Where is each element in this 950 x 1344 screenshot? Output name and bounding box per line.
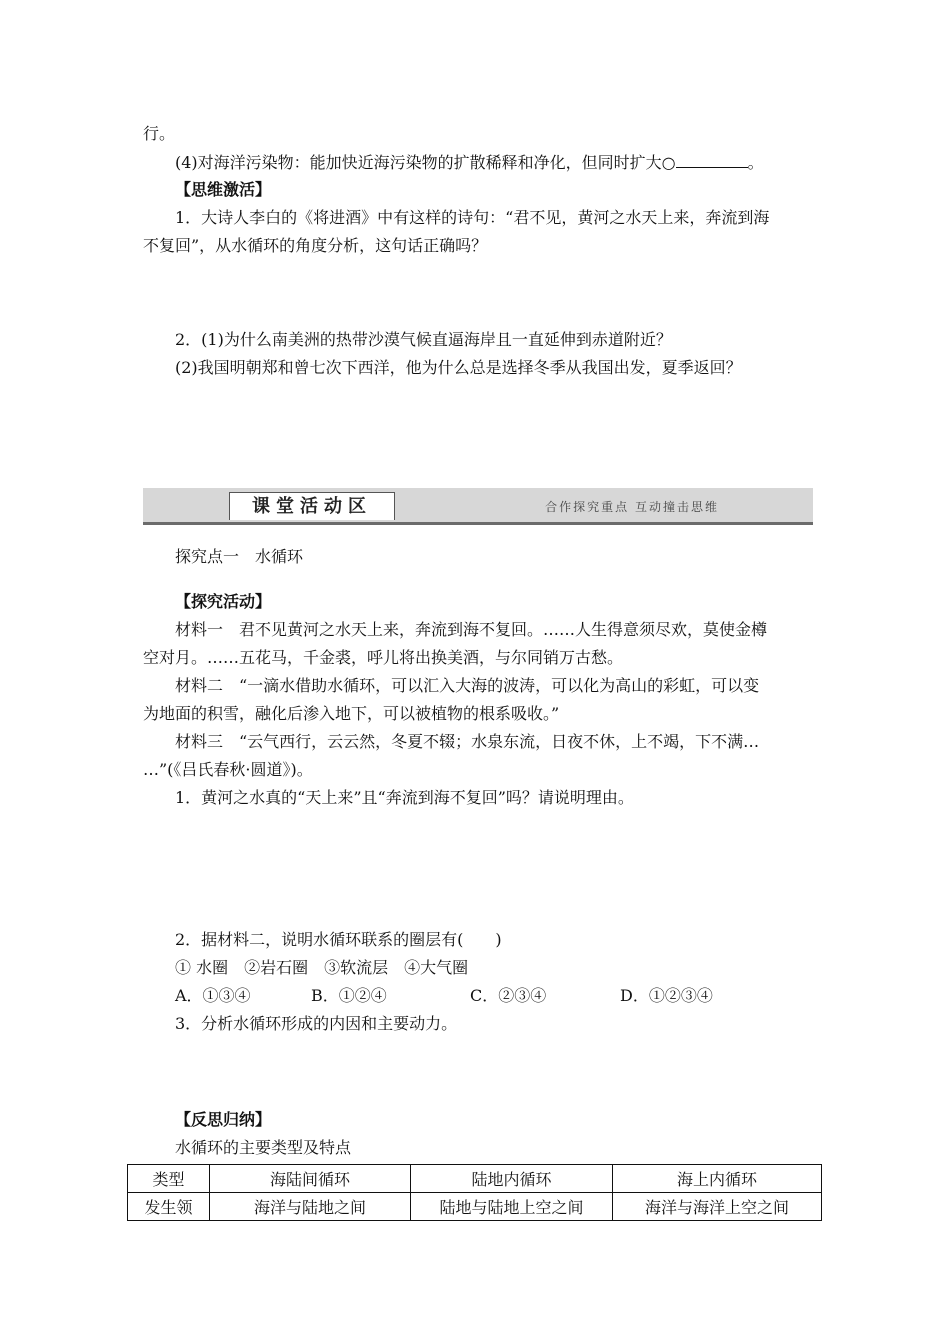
table-cell: 海洋与陆地之间 (210, 1193, 411, 1221)
text-line: …”(《吕氏春秋·圆道》)。 (143, 760, 313, 779)
table-cell: 陆地内循环 (411, 1165, 613, 1193)
water-cycle-table (127, 1164, 822, 1221)
text-segment: (4)对海洋污染物：能加快近海污染物的扩散稀释和净化，但同时扩大○ (175, 153, 676, 172)
text-line: (2)我国明朝郑和曾七次下西洋，他为什么总是选择冬季从我国出发，夏季返回？ (175, 358, 742, 377)
table-cell: 海上内循环 (613, 1165, 822, 1193)
choice-b[interactable]: B．①②④ (311, 986, 387, 1005)
text-line: 空对月。……五花马，千金裘，呼儿将出换美酒，与尔同销万古愁。 (143, 648, 624, 667)
choice-c[interactable]: C．②③④ (470, 986, 547, 1005)
text-line: 行。 (143, 124, 176, 143)
table-cell: 海陆间循环 (210, 1165, 411, 1193)
section-heading: 探究点一 水循环 (175, 547, 304, 566)
fill-blank[interactable] (676, 152, 748, 168)
section-banner (143, 488, 813, 525)
table-cell: 发生领 (128, 1193, 210, 1221)
text-line: 为地面的积雪，融化后渗入地下，可以被植物的根系吸收。” (143, 704, 560, 723)
question-options: ① 水圈 ②岩石圈 ③软流层 ④大气圈 (175, 958, 469, 977)
choice-d[interactable]: D．①②③④ (620, 986, 713, 1005)
text-line: 1．大诗人李白的《将进酒》中有这样的诗句：“君不见，黄河之水天上来，奔流到海 (175, 208, 770, 227)
table-cell: 类型 (128, 1165, 210, 1193)
text-line (175, 152, 764, 173)
question: 3．分析水循环形成的内因和主要动力。 (175, 1014, 458, 1033)
banner-rule (143, 522, 813, 525)
table-cell: 海洋与海洋上空之间 (613, 1193, 822, 1221)
text-line: 2．(1)为什么南美洲的热带沙漠气候直逼海岸且一直延伸到赤道附近？ (175, 330, 672, 349)
text-line: 不复回”，从水循环的角度分析，这句话正确吗？ (143, 236, 488, 255)
subheading: 【反思归纳】 (175, 1110, 272, 1129)
subheading: 【思维激活】 (175, 180, 272, 199)
banner-slogan: 合作探究重点 互动撞击思维 (545, 500, 719, 514)
banner-title: 课堂活动区 (229, 492, 395, 520)
subheading: 【探究活动】 (175, 592, 272, 611)
choice-a[interactable]: A．①③④ (175, 986, 251, 1005)
table-cell: 陆地与陆地上空之间 (411, 1193, 613, 1221)
table-caption: 水循环的主要类型及特点 (175, 1138, 352, 1157)
text-line: 材料三 “云气西行，云云然，冬夏不辍；水泉东流，日夜不休，上不竭，下不满… (175, 732, 760, 751)
question: 2．据材料二，说明水循环联系的圈层有( ) (175, 930, 502, 949)
text-line: 材料二 “一滴水借助水循环，可以汇入大海的波涛，可以化为高山的彩虹，可以变 (175, 676, 760, 695)
table-row (128, 1193, 822, 1221)
text-line: 材料一 君不见黄河之水天上来，奔流到海不复回。……人生得意须尽欢，莫使金樽 (175, 620, 768, 639)
text-segment: 。 (747, 153, 764, 172)
table-header-row (128, 1165, 822, 1193)
question: 1．黄河之水真的“天上来”且“奔流到海不复回”吗？请说明理由。 (175, 788, 634, 807)
